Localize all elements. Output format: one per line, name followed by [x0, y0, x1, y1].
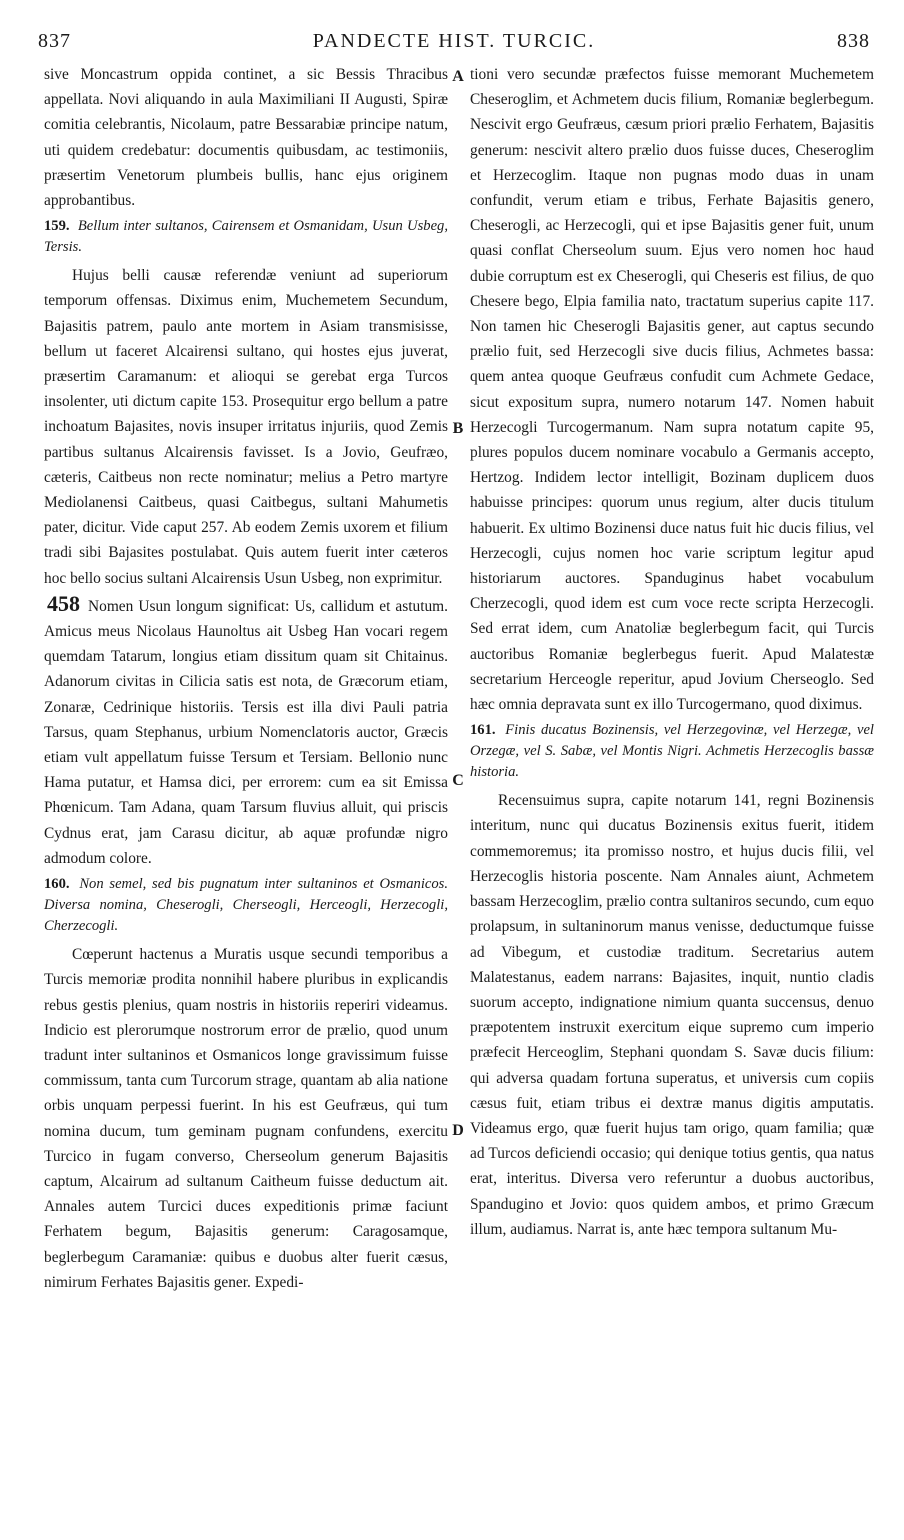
section-heading-160 [44, 874, 448, 937]
page-number-right: 838 [837, 30, 870, 52]
page-number-left: 837 [38, 30, 71, 52]
section-title: Bellum inter sultanos, Cairensem et Osmanidam, Usun Usbeg, Tersis. [44, 218, 448, 256]
margin-letter-b: B [452, 420, 464, 437]
paragraph-161: Recensuimus supra, capite notarum 141, regni Bozinensis interitum, nunc qui ducatus Bozinensis exitus fuerit, itidem commemoremus; ita promisso nostro, et hujus ducis filii, vel Herzecoglis historia poscente. Nam Annales aiunt, Achmetem bassam Herzecoglim, prælio contra sultaniros secundo, cum equo prolapsum, in sultaninorum manus venisse, deductumque fuisse ad Vibegum, et custodiæ traditum. Secretarius autem Malatestanus, eadem narrans: Bajasites, inquit, nuntio cladis suorum accepto, indignatione nimium quanta succensus, denuo præpotentem instruxit exercitum eique supremo cum imperio præfecit Herceoglim, Stephani quondam S. Savæ ducis filium: qui adversa quadam fortuna superatus, et universis cum copiis cæsus fuit, etiam tribus ei dextræ manus digitis amputatis. Videamus ergo, quæ fuerit hujus tam origo, quam familia; quæ ad Turcos deficiendi occasio; qui denique totius gentis, qua natus erat, interitus. Diversa vero referuntur a duobus auctoribus, Spandugino et Jovio: quos quidem ambos, et primo Græcum illum, audiamus. Narrat is, ante hæc tempora sultanum Mu- [470, 792, 874, 1238]
running-header [38, 30, 870, 58]
paragraph-159b-text: Nomen Usun longum significat: Us, callidum et astutum. Amicus meus Nicolaus Haunoltus ait Usbeg Han vocari regem quemdam Tatarum, longius etiam dissitum quam sit Chitainus. Adanorum civitas in Cilicia satis est nota, de Græcorum etiam, Zonaræ, Cedrinique historiis. Tersis est illa divi Pauli patria Tarsus, quam Stephanus, urbium Nomenclatoris auctor, Græcis etiam vult appellatum fuisse Tersum et Tersiam. Bellonio nunc Hama putatur, et Hamsa dici, per errorem: cum ea sit Emissa Phœnicum. Tam Adana, quam Tarsum fluvius alluit, qui priscis Cydnus erat, jam Carasu dicitur, ab aquæ profundæ nigro admodum colore. [44, 597, 448, 867]
margin-letter-d: D [452, 1122, 464, 1139]
margin-letter-a: A [452, 68, 464, 85]
paragraph-160: Cœperunt hactenus a Muratis usque secundi temporibus a Turcis memoriæ prodita nonnihil habere pluribus in explicandis rebus gestis plenius, quam nostris in historiis reperiri videamus. Indicio est plerorumque nostrorum error de prælio, quod unum tradunt inter sultaninos et Osmanicos longe gravissimum fuisse commissum, tanta cum Turcorum strage, quantam ab alia natione orbis unquam perpessi fuerint. In his est Geufræus, qui tum nomina ducum, tum geminam pugnam confundens, exercitu Turcico in fugam converso, Cherseolum generum Bajasitis captum, Alcairum ad sultanum Caitheum fuisse deductum ait. Annales autem Turcici duces expeditionis primæ faciunt Ferhatem begum, Bajasitis generum: Caragosamque, beglerbegum Caramaniæ: quibus e duobus alter fuerit cæsus, nimirum Ferhates Bajasitis gener. Expedi- [44, 946, 448, 1291]
section-number: 161. [470, 722, 496, 739]
running-title: PANDECTE HIST. TURCIC. [312, 30, 596, 52]
section-heading-161 [470, 720, 874, 783]
section-number: 160. [44, 876, 70, 893]
paragraph-159b [44, 591, 448, 871]
margin-letter-c: C [452, 772, 464, 789]
section-number: 159. [44, 218, 70, 235]
paragraph-continued: tioni vero secundæ præfectos fuisse memorant Muchemetem Cheseroglim, et Achmetem ducis filium, Romaniæ beglerbegum. Nescivit ergo Geufræus, cæsum priori prælio Ferhatem, Bajasitis generum: nescivit altero prælio duos fuisse duces, Cheseroglim et Herzecoglim. Itaque non pugnas modo duas in unam confundit, verum etiam e tribus, Ferhate Bajasitis genero, Cheserogli, ac Herzecogli, qui et ipse Bajasitis gener fuit, unum quasi conflat Cherseolum suum. Ejus vero nomen hoc haud dubie corruptum est ex Cheserogli, qui Cheseris est filius, de quo Chesere bego, Elpia familia nato, tractatum superius capite 117. Non tamen hic Cheserogli Bajasitis gener, aut captus secundo prælio fuit, sed Herzecogli sive ducis filius, Achmetes bassa: quem antea quoque Geufræus confudit cum Achmete Gedace, sicut expositum supra, numero notarum 147. Nomen habuit Herzecogli Turcogermanum. Nam supra notatum capite 95, plures populos ducem nominare vocabulo a Germanis accepto, Hertzog. Indidem lector intelligit, Bozinam duplicem duos habuisse principes: quorum unus regium, alter ducis titulum habuerit. Ex ultimo Bozinensi duce natus fuit hic ducis filius, vel Herzecogli, cujus nomen hoc varie scriptum legitur apud historiarum auctores. Spanduginus habet vocabulum Cherzecogli, quod idem est cum voce recte scripta Herzecogli. Sed errat idem, cum Anatoliæ beglerbegum facit, qui Turcis auctoribus Romaniæ beglerbegus fuerit. Apud Malatestæ secretarium Herceogle reperitur, apud Jovium Cherseoglo. Sed hæc omnia depravata sunt ex illo Turcogermano, quod diximus. [470, 66, 874, 714]
paragraph-159a: Hujus belli causæ referendæ veniunt ad superiorum temporum offensas. Diximus enim, Muchemetem Secundum, Bajasitis patrem, paulo ante mortem in Asiam transmisisse, bellum ut faceret Alcairensi sultano, qui hostes ejus juverat, præsertim Caramanum: et alioqui se gerebat erga Turcos insolenter, uti dictum capite 153. Prosequitur ergo bellum a patre inchoatum Bajasites, novis insuper irritatus injuriis, quod Zemis partibus sultanus Alcairensis favisset. Is a Jovio, Geufræo, cæteris, Caitbeus non recte nominatur; melius a Petro martyre Mediolanensi Caitbeus, quasi Caitbegus, sultani Mahumetis pater, dicitur. Vide caput 257. Ab eodem Zemis uxorem et filium tradi sibi Bajasites postulabat. Quis autem fuerit inter cæteros hoc bello socius sultani Alcairensis Usun Usbeg, non exprimitur. [44, 267, 448, 587]
right-column [470, 62, 874, 1242]
section-title: Finis ducatus Bozinensis, vel Herzegovinæ, vel Herzegæ, vel Orzegæ, vel S. Sabæ, vel Montis Nigri. Achmetis Herzecoglis bassæ historia. [470, 722, 874, 781]
section-heading-159 [44, 216, 448, 258]
paragraph-intro: sive Moncastrum oppida continet, a sic Bessis Thracibus appellata. Novi aliquando in aula Maximiliani II Augusti, Spiræ comitia celebrantis, Nicolaum, patre Bessarabiæ principe natum, uti quidem credebatur: documentis quibusdam, ac testimoniis, præsertim Venetorum plumbeis bullis, hanc ejus originem approbantibus. [44, 66, 448, 210]
marginal-page-number: 458 [47, 590, 80, 616]
left-column [44, 62, 448, 1295]
section-title: Non semel, sed bis pugnatum inter sultaninos et Osmanicos. Diversa nomina, Cheserogli, Cherseogli, Herceogli, Herzecogli, Cherzecogli. [44, 876, 448, 935]
